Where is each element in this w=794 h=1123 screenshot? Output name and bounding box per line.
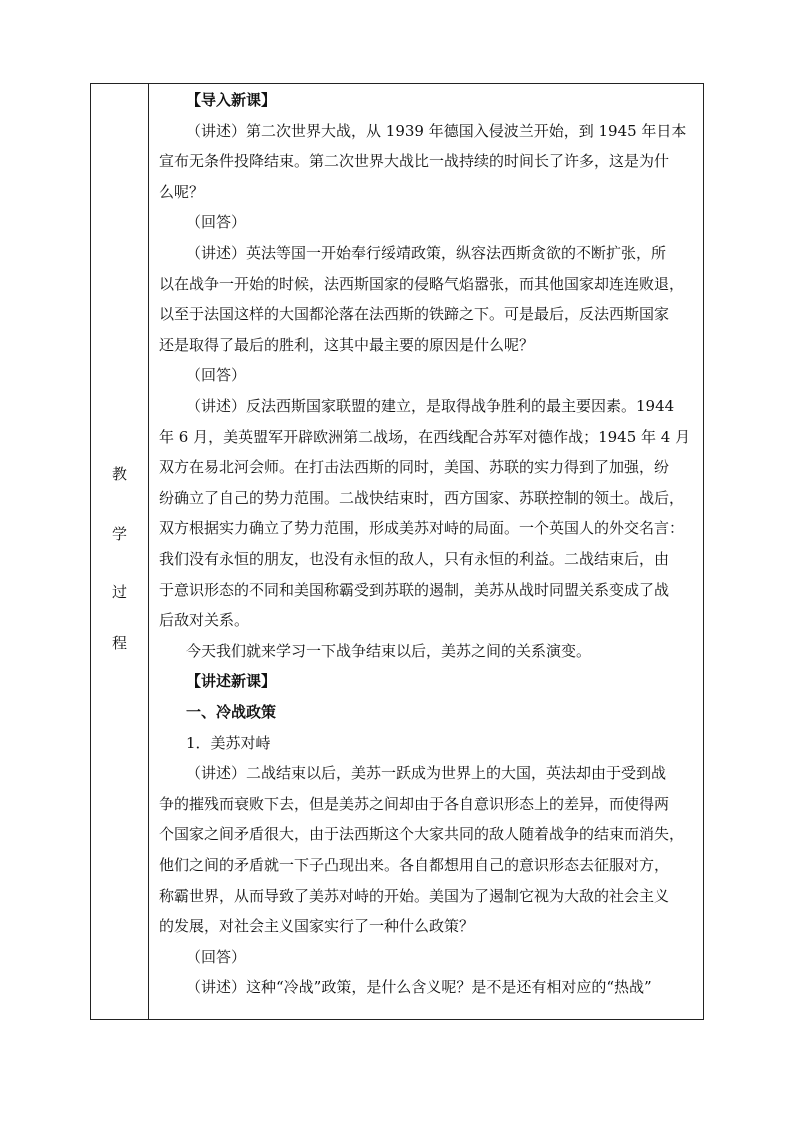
- text-line: 宣布无条件投降结束。第二次世界大战比一战持续的时间长了许多，这是为什: [159, 152, 670, 171]
- content-column: [149, 84, 703, 1019]
- text-line: 的发展，对社会主义国家实行了一种什么政策？: [159, 917, 475, 936]
- text-line: 后敌对关系。: [159, 611, 250, 630]
- label-char: 程: [111, 634, 127, 652]
- text-line: 么呢？: [159, 182, 205, 201]
- text-line: （讲述）英法等国一开始奉行绥靖政策，纵容法西斯贪欲的不断扩张，所: [186, 244, 667, 262]
- text-line: （讲述）第二次世界大战，从 1939 年德国入侵波兰开始，到 1945 年日本: [186, 121, 687, 140]
- text-line: 【导入新课】: [186, 91, 277, 109]
- text-line: 以至于法国这样的大国都沦落在法西斯的铁蹄之下。可是最后，反法西斯国家: [159, 305, 670, 324]
- text-line: （讲述）反法西斯国家联盟的建立，是取得战争胜利的最主要因素。1944: [186, 397, 675, 415]
- text-line: 【讲述新课】: [186, 672, 277, 691]
- text-line: 双方在易北河会师。在打击法西斯的同时，美国、苏联的实力得到了加强，纷: [159, 458, 670, 477]
- text-line: 一、冷战政策: [186, 703, 277, 721]
- text-line: （讲述）二战结束以后，美苏一跃成为世界上的大国，英法却由于受到战: [186, 764, 667, 783]
- label-char: 教: [111, 465, 127, 483]
- label-char: 过: [111, 583, 127, 601]
- text-line: 他们之间的矛盾就一下子凸现出来。各自都想用自己的意识形态去征服对方，: [159, 856, 670, 874]
- text-line: 以在战争一开始的时候，法西斯国家的侵略气焰嚣张，而其他国家却连连败退，: [159, 274, 685, 293]
- text-line: 称霸世界，从而导致了美苏对峙的开始。美国为了遏制它视为大敌的社会主义: [159, 886, 670, 905]
- text-line: 还是取得了最后的胜利，这其中最主要的原因是什么呢？: [159, 335, 535, 354]
- text-line: 今天我们就来学习一下战争结束以后，美苏之间的关系演变。: [186, 641, 592, 660]
- text-line: （回答）: [186, 213, 247, 232]
- text-line: （回答）: [186, 947, 247, 966]
- label-column: [91, 84, 149, 1019]
- text-line: 个国家之间矛盾很大，由于法西斯这个大家共同的敌人随着战争的结束而消失，: [159, 825, 685, 844]
- text-line: （回答）: [186, 366, 247, 385]
- text-line: （讲述）这种“冷战”政策，是什么含义呢？是不是还有相对应的“热战”: [186, 978, 652, 997]
- text-line: 1．美苏对峙: [186, 733, 271, 752]
- text-line: 双方根据实力确立了势力范围，形成美苏对峙的局面。一个英国人的外交名言：: [159, 519, 685, 538]
- label-char: 学: [111, 525, 127, 543]
- text-line: 纷确立了自己的势力范围。二战快结束时，西方国家、苏联控制的领土。战后，: [159, 488, 685, 507]
- text-line: 于意识形态的不同和美国称霸受到苏联的遏制，美苏从战时同盟关系变成了战: [159, 580, 670, 599]
- text-line: 争的摧残而衰败下去，但是美苏之间却由于各自意识形态上的差异，而使得两: [159, 794, 670, 813]
- lesson-table: [90, 83, 704, 1020]
- text-line: 我们没有永恒的朋友，也没有永恒的敌人，只有永恒的利益。二战结束后，由: [159, 550, 670, 568]
- text-line: 年 6 月，美英盟军开辟欧洲第二战场，在西线配合苏军对德作战；1945 年 4 月: [159, 427, 691, 446]
